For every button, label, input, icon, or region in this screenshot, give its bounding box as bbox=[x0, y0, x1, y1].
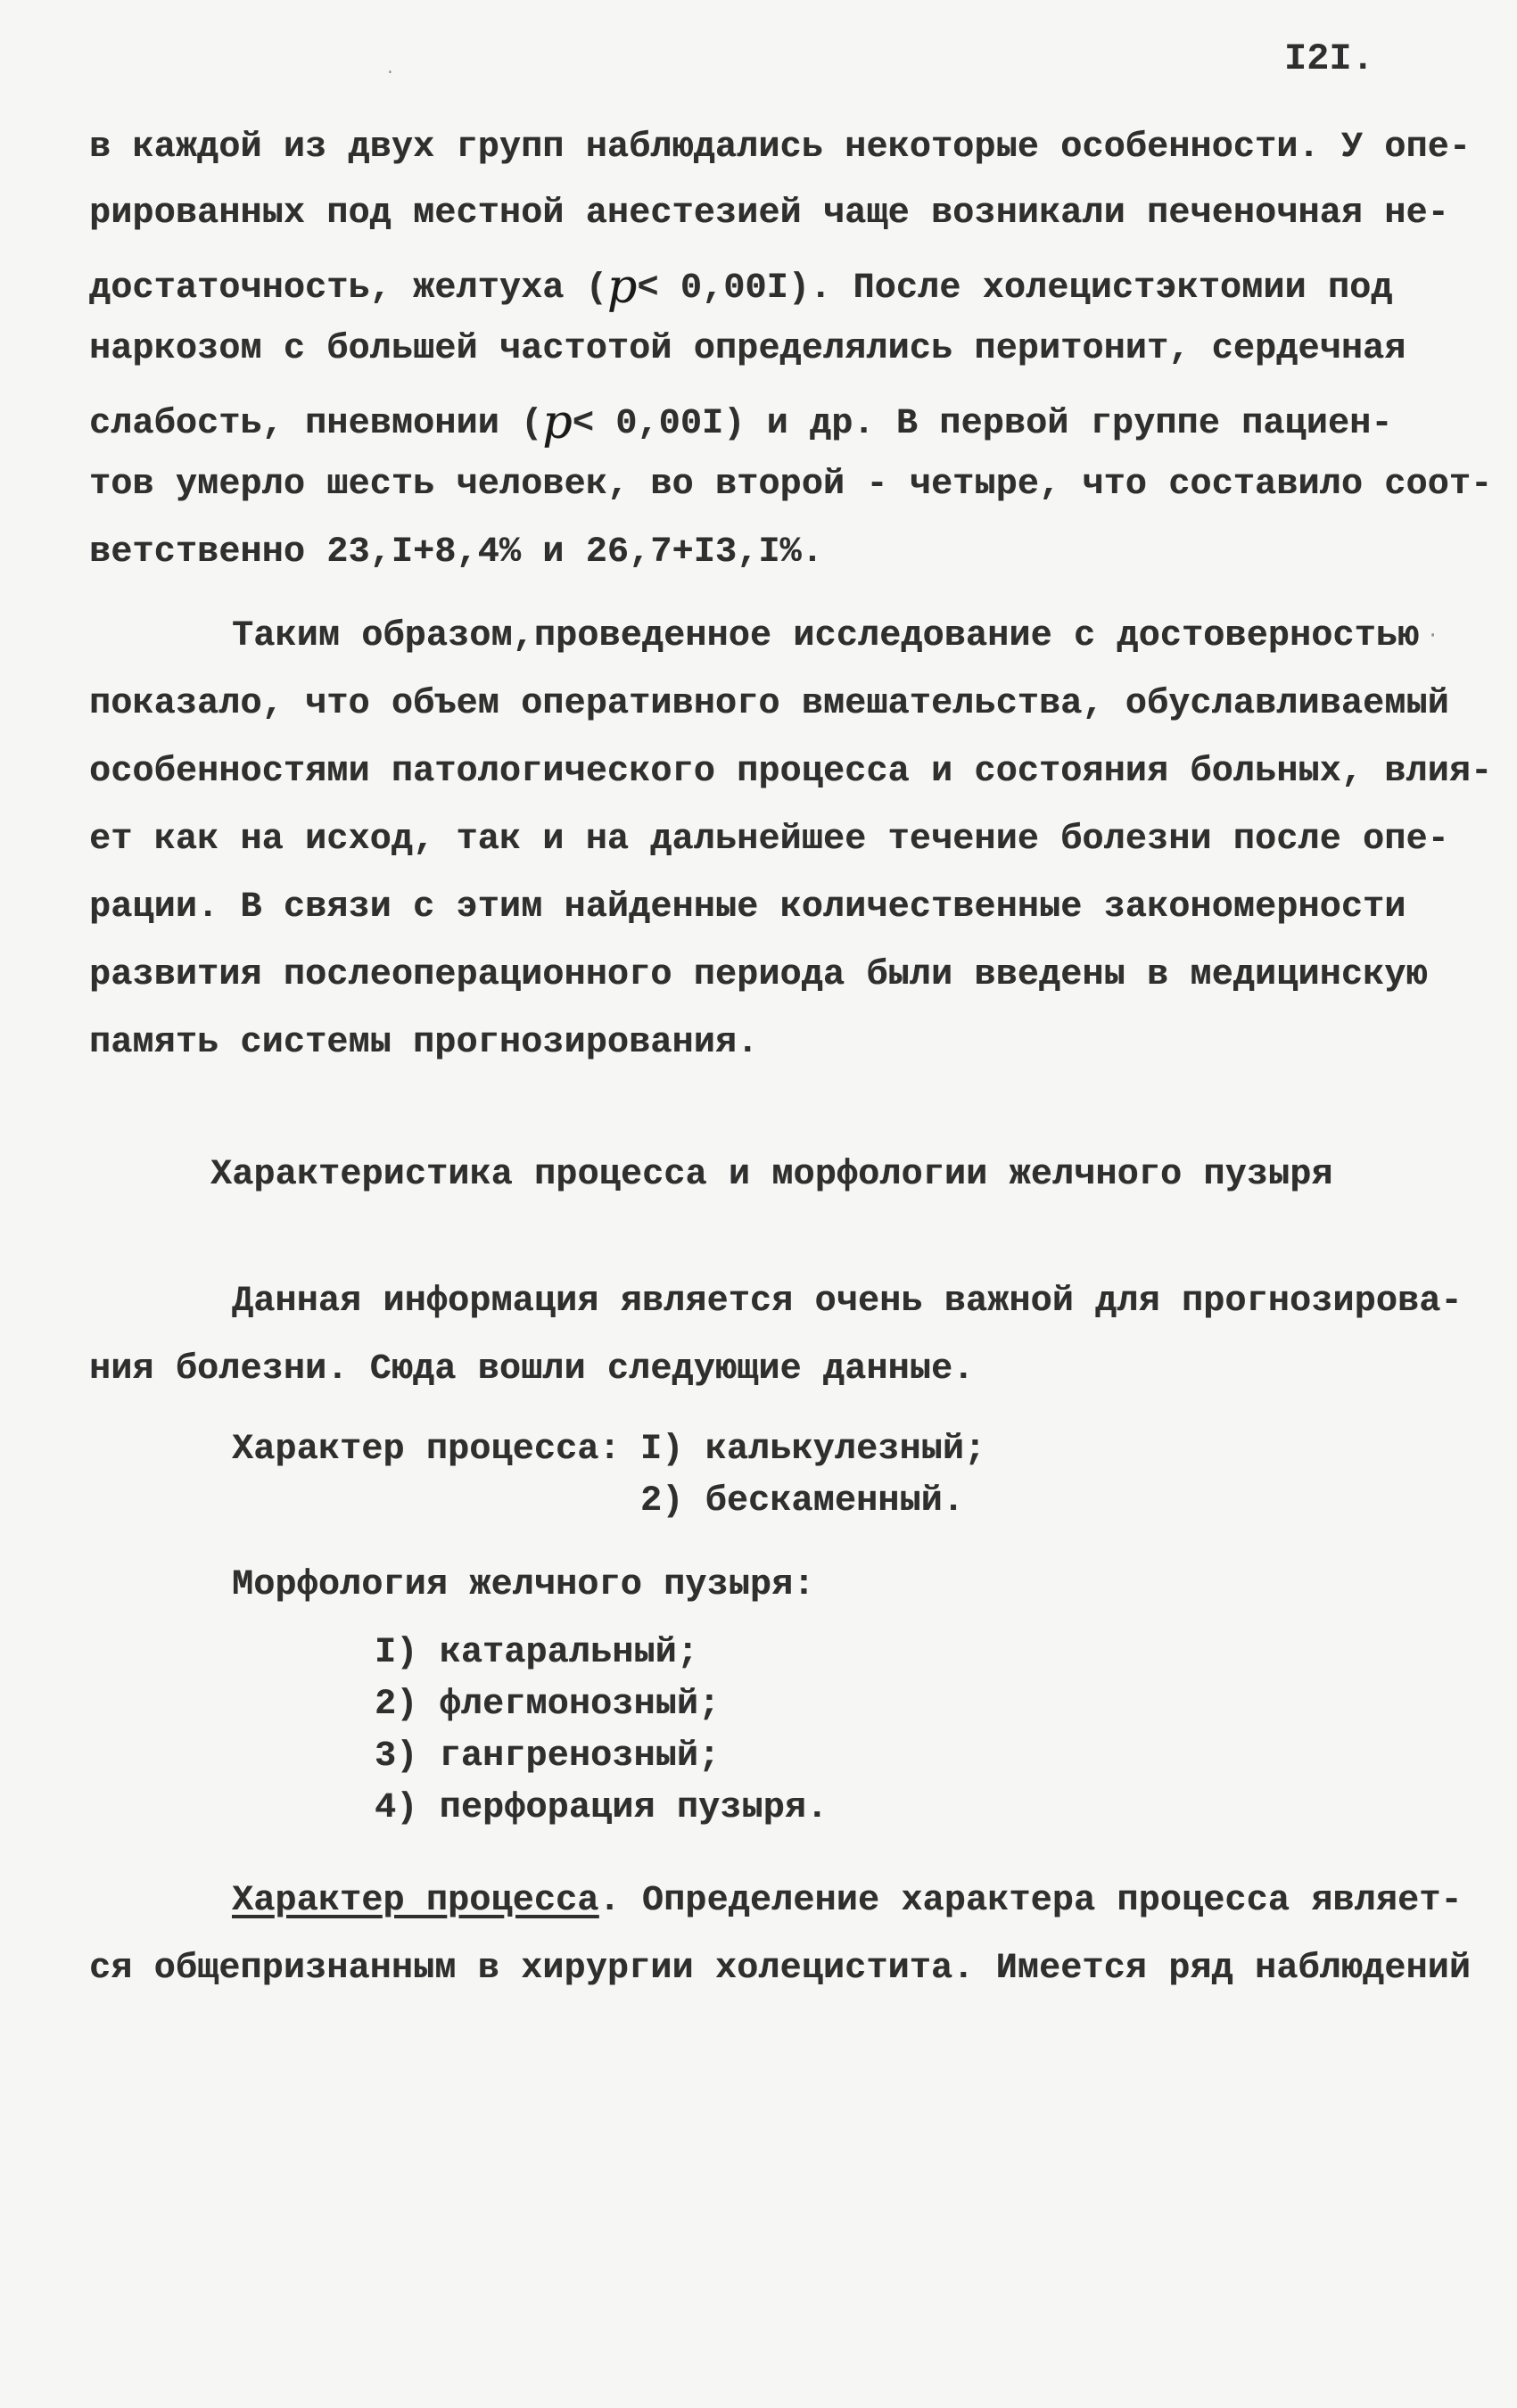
paragraph-2-line-7: память системы прогнозирования. bbox=[89, 1023, 759, 1063]
paragraph-3-line-2: ния болезни. Сюда вошли следующие данные. bbox=[89, 1349, 975, 1390]
paragraph-2-line-3: особенностями патологического процесса и состояния больных, влия- bbox=[89, 752, 1493, 792]
paragraph-2-line-1: Таким образом,проведенное исследование с достоверностью bbox=[232, 616, 1420, 656]
paragraph-1-line-3 bbox=[89, 257, 1393, 314]
paragraph-1-line-4: наркозом с большей частотой определялись перитонит, сердечная bbox=[89, 329, 1406, 369]
section-heading: Характеристика процесса и морфологии желчного пузыря bbox=[210, 1155, 1333, 1195]
process-list-item-1: I) калькулезный; bbox=[640, 1430, 986, 1470]
morphology-list-item-2: 2) флегмонозный; bbox=[375, 1685, 721, 1725]
scan-speck: · bbox=[1427, 624, 1439, 647]
paragraph-2-line-5: рации. В связи с этим найденные количественные закономерности bbox=[89, 887, 1406, 928]
paragraph-1-line-2: рированных под местной анестезией чаще возникали печеночная не- bbox=[89, 194, 1449, 234]
process-list-item-2: 2) бескаменный. bbox=[640, 1481, 965, 1521]
scan-speck: · bbox=[385, 64, 395, 82]
paragraph-4-line-1 bbox=[232, 1876, 1463, 1926]
paragraph-2-line-2: показало, что объем оперативного вмешательства, обуславливаемый bbox=[89, 684, 1449, 724]
paragraph-4-line-1-rest: . Определение характера процесса являет- bbox=[598, 1881, 1463, 1921]
paragraph-1-line-1: в каждой из двух групп наблюдались некоторые особенности. У опе- bbox=[89, 128, 1472, 168]
paragraph-4-line-2: ся общепризнанным в хирургии холецистита. Имеется ряд наблюдений bbox=[89, 1949, 1472, 1989]
morphology-list-item-1: I) катаральный; bbox=[375, 1633, 699, 1673]
paragraph-3-line-1: Данная информация является очень важной для прогнозирова- bbox=[232, 1282, 1463, 1322]
paragraph-1-line-3-end: < 0,00I). После холецистэктомии под bbox=[637, 268, 1393, 309]
morphology-list-item-4: 4) перфорация пузыря. bbox=[375, 1788, 829, 1828]
paragraph-1-line-5-end: < 0,00I) и др. В первой группе пациен- bbox=[572, 404, 1393, 444]
handwritten-p-symbol: p bbox=[542, 396, 573, 449]
paragraph-1-line-7: ветственно 23,I+8,4% и 26,7+I3,I%. bbox=[89, 532, 823, 573]
paragraph-1-line-5 bbox=[89, 392, 1393, 449]
paragraph-4-term: Характер процесса bbox=[232, 1881, 599, 1921]
paragraph-2-line-6: развития послеоперационного периода были введены в медицинскую bbox=[89, 955, 1428, 995]
paragraph-1-line-5-start: слабость, пневмонии ( bbox=[89, 404, 543, 444]
paragraph-2-line-4: ет как на исход, так и на дальнейшее течение болезни после опе- bbox=[89, 820, 1449, 860]
morphology-list-item-3: 3) гангренозный; bbox=[375, 1736, 721, 1777]
morphology-list-label: Морфология желчного пузыря: bbox=[232, 1565, 815, 1605]
process-list-label: Характер процесса: bbox=[232, 1430, 621, 1470]
page-number: I2I. bbox=[1284, 37, 1374, 80]
paragraph-1-line-6: тов умерло шесть человек, во второй - четыре, что составило соот- bbox=[89, 465, 1493, 505]
handwritten-p-symbol: p bbox=[606, 260, 638, 314]
paragraph-1-line-3-start: достаточность, желтуха ( bbox=[89, 268, 607, 309]
